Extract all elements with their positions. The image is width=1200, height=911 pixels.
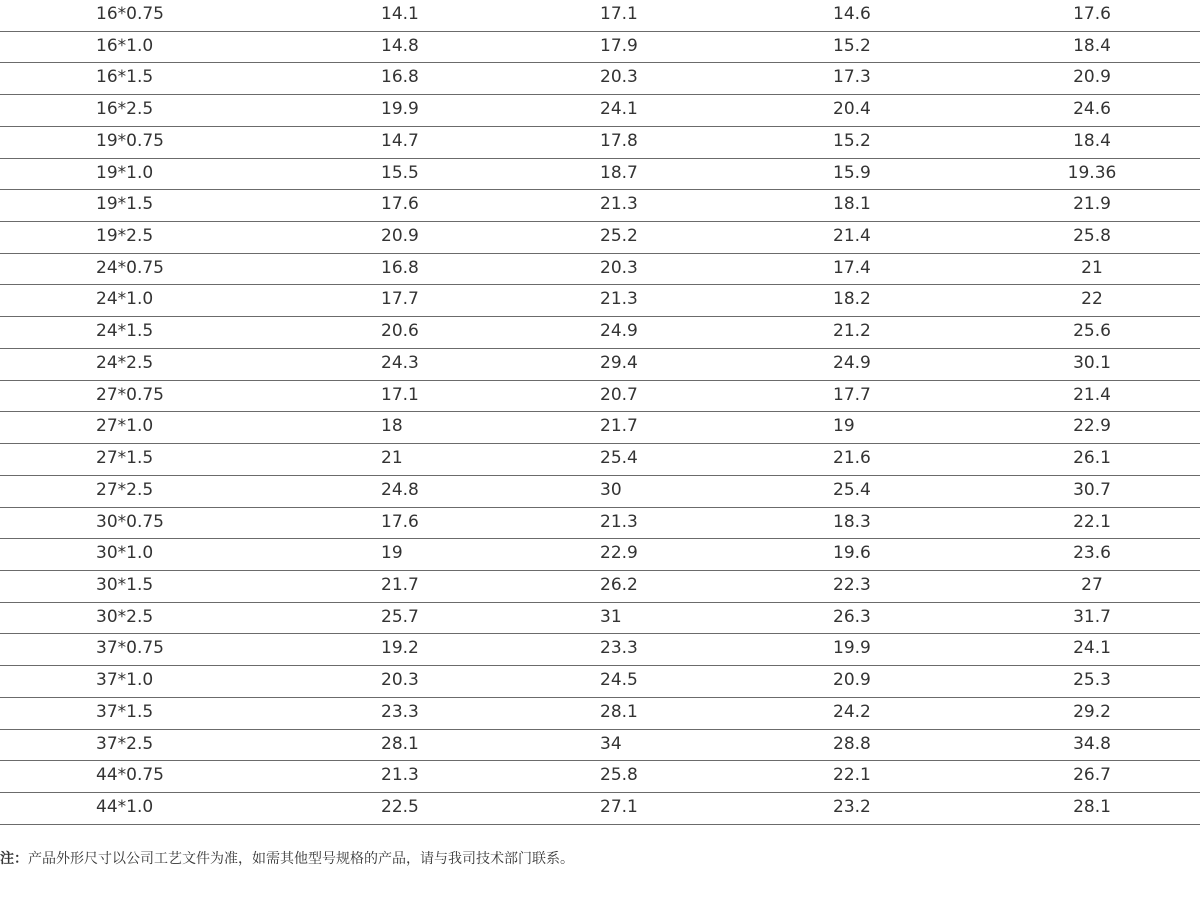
spec-value-cell: 24.8 — [381, 479, 419, 500]
table-row — [0, 32, 1200, 64]
spec-model-cell: 27*2.5 — [96, 479, 154, 500]
table-row — [0, 444, 1200, 476]
table-row — [0, 222, 1200, 254]
spec-model-cell: 30*0.75 — [96, 511, 164, 532]
spec-value-cell: 28.8 — [833, 733, 871, 754]
spec-value-cell: 29.4 — [600, 352, 638, 373]
table-row — [0, 95, 1200, 127]
spec-value-cell: 26.2 — [600, 574, 638, 595]
spec-model-cell: 16*2.5 — [96, 99, 154, 120]
spec-value-cell: 17.1 — [381, 384, 419, 405]
spec-value-cell: 17.8 — [600, 130, 638, 151]
spec-model-cell: 30*1.5 — [96, 574, 154, 595]
spec-value-cell: 24.6 — [1073, 99, 1111, 120]
spec-value-cell: 20.3 — [381, 670, 419, 691]
spec-model-cell: 24*1.0 — [96, 289, 154, 310]
spec-value-cell: 25.4 — [833, 479, 871, 500]
spec-value-cell: 24.1 — [600, 99, 638, 120]
spec-model-cell: 30*2.5 — [96, 606, 154, 627]
spec-value-cell: 18 — [381, 416, 403, 437]
spec-value-cell: 14.1 — [381, 4, 419, 24]
spec-value-cell: 18.1 — [833, 194, 871, 215]
spec-value-cell: 19.36 — [1067, 162, 1117, 183]
spec-value-cell: 24.3 — [381, 352, 419, 373]
spec-value-cell: 20.6 — [381, 321, 419, 342]
spec-value-cell: 16.8 — [381, 257, 419, 278]
spec-value-cell: 17.7 — [381, 289, 419, 310]
spec-value-cell: 22 — [1081, 289, 1103, 310]
spec-value-cell: 18.2 — [833, 289, 871, 310]
table-row — [0, 730, 1200, 762]
spec-value-cell: 22.1 — [1073, 511, 1111, 532]
table-row — [0, 634, 1200, 666]
spec-value-cell: 25.2 — [600, 226, 638, 247]
table-row — [0, 63, 1200, 95]
spec-value-cell: 25.8 — [600, 765, 638, 786]
spec-value-cell: 24.2 — [833, 701, 871, 722]
table-row — [0, 317, 1200, 349]
spec-value-cell: 17.6 — [1073, 4, 1111, 24]
table-row — [0, 159, 1200, 191]
spec-value-cell: 15.5 — [381, 162, 419, 183]
spec-value-cell: 17.7 — [833, 384, 871, 405]
spec-value-cell: 21 — [1081, 257, 1103, 278]
spec-value-cell: 15.2 — [833, 130, 871, 151]
spec-value-cell: 18.4 — [1073, 130, 1111, 151]
spec-value-cell: 20.9 — [833, 670, 871, 691]
spec-value-cell: 18.7 — [600, 162, 638, 183]
spec-value-cell: 25.4 — [600, 448, 638, 469]
spec-value-cell: 28.1 — [600, 701, 638, 722]
table-row — [0, 666, 1200, 698]
spec-value-cell: 20.4 — [833, 99, 871, 120]
spec-value-cell: 24.9 — [833, 352, 871, 373]
spec-value-cell: 19.2 — [381, 638, 419, 659]
spec-value-cell: 27 — [1081, 574, 1103, 595]
spec-value-cell: 17.1 — [600, 4, 638, 24]
spec-value-cell: 17.3 — [833, 67, 871, 88]
spec-value-cell: 25.3 — [1073, 670, 1111, 691]
spec-value-cell: 25.8 — [1073, 226, 1111, 247]
spec-value-cell: 21.3 — [600, 289, 638, 310]
spec-value-cell: 18.4 — [1073, 35, 1111, 56]
spec-value-cell: 25.6 — [1073, 321, 1111, 342]
table-row — [0, 254, 1200, 286]
spec-value-cell: 21.9 — [1073, 194, 1111, 215]
spec-value-cell: 23.3 — [381, 701, 419, 722]
spec-value-cell: 17.4 — [833, 257, 871, 278]
spec-value-cell: 26.1 — [1073, 448, 1111, 469]
spec-model-cell: 27*1.0 — [96, 416, 154, 437]
spec-value-cell: 28.1 — [381, 733, 419, 754]
table-row — [0, 412, 1200, 444]
spec-value-cell: 14.7 — [381, 130, 419, 151]
spec-model-cell: 24*1.5 — [96, 321, 154, 342]
spec-value-cell: 29.2 — [1073, 701, 1111, 722]
spec-value-cell: 25.7 — [381, 606, 419, 627]
spec-value-cell: 21.7 — [381, 574, 419, 595]
spec-value-cell: 27.1 — [600, 797, 638, 817]
spec-value-cell: 21.4 — [1073, 384, 1111, 405]
spec-value-cell: 21.3 — [381, 765, 419, 786]
spec-value-cell: 21.3 — [600, 511, 638, 532]
spec-model-cell: 37*1.5 — [96, 701, 154, 722]
spec-value-cell: 19.6 — [833, 543, 871, 564]
spec-value-cell: 34.8 — [1073, 733, 1111, 754]
spec-value-cell: 20.7 — [600, 384, 638, 405]
table-row — [0, 571, 1200, 603]
spec-value-cell: 24.5 — [600, 670, 638, 691]
spec-value-cell: 17.6 — [381, 511, 419, 532]
spec-model-cell: 37*1.0 — [96, 670, 154, 691]
table-row — [0, 476, 1200, 508]
spec-model-cell: 19*2.5 — [96, 226, 154, 247]
spec-model-cell: 16*0.75 — [96, 4, 164, 24]
spec-value-cell: 22.9 — [1073, 416, 1111, 437]
spec-model-cell: 16*1.0 — [96, 35, 154, 56]
spec-model-cell: 44*1.0 — [96, 797, 154, 817]
spec-value-cell: 19 — [833, 416, 855, 437]
spec-model-cell: 19*0.75 — [96, 130, 164, 151]
spec-value-cell: 19 — [381, 543, 403, 564]
spec-value-cell: 24.9 — [600, 321, 638, 342]
spec-value-cell: 21.7 — [600, 416, 638, 437]
spec-value-cell: 21.2 — [833, 321, 871, 342]
spec-value-cell: 23.6 — [1073, 543, 1111, 564]
footnote-label: 注： — [0, 851, 28, 867]
spec-value-cell: 28.1 — [1073, 797, 1111, 817]
spec-model-cell: 44*0.75 — [96, 765, 164, 786]
spec-value-cell: 21.4 — [833, 226, 871, 247]
table-row — [0, 349, 1200, 381]
spec-value-cell: 14.8 — [381, 35, 419, 56]
spec-value-cell: 16.8 — [381, 67, 419, 88]
spec-value-cell: 22.9 — [600, 543, 638, 564]
spec-model-cell: 27*0.75 — [96, 384, 164, 405]
spec-model-cell: 24*2.5 — [96, 352, 154, 373]
spec-value-cell: 20.3 — [600, 67, 638, 88]
spec-model-cell: 37*2.5 — [96, 733, 154, 754]
spec-value-cell: 19.9 — [381, 99, 419, 120]
table-row — [0, 793, 1200, 825]
spec-value-cell: 26.3 — [833, 606, 871, 627]
spec-value-cell: 30.1 — [1073, 352, 1111, 373]
spec-value-cell: 21.6 — [833, 448, 871, 469]
spec-value-cell: 24.1 — [1073, 638, 1111, 659]
spec-value-cell: 30.7 — [1073, 479, 1111, 500]
spec-value-cell: 22.3 — [833, 574, 871, 595]
spec-value-cell: 19.9 — [833, 638, 871, 659]
spec-model-cell: 37*0.75 — [96, 638, 164, 659]
spec-value-cell: 21 — [381, 448, 403, 469]
spec-model-cell: 24*0.75 — [96, 257, 164, 278]
spec-value-cell: 26.7 — [1073, 765, 1111, 786]
table-row — [0, 127, 1200, 159]
spec-model-cell: 27*1.5 — [96, 448, 154, 469]
spec-value-cell: 34 — [600, 733, 622, 754]
table-row — [0, 603, 1200, 635]
spec-value-cell: 20.9 — [381, 226, 419, 247]
spec-value-cell: 31 — [600, 606, 622, 627]
table-row — [0, 381, 1200, 413]
table-row — [0, 0, 1200, 32]
spec-value-cell: 17.6 — [381, 194, 419, 215]
spec-value-cell: 20.3 — [600, 257, 638, 278]
spec-value-cell: 23.2 — [833, 797, 871, 817]
spec-model-cell: 30*1.0 — [96, 543, 154, 564]
spec-value-cell: 20.9 — [1073, 67, 1111, 88]
table-row — [0, 508, 1200, 540]
footnote-text: 产品外形尺寸以公司工艺文件为准，如需其他型号规格的产品，请与我司技术部门联系。 — [28, 851, 574, 867]
spec-model-cell: 19*1.5 — [96, 194, 154, 215]
spec-value-cell: 22.1 — [833, 765, 871, 786]
spec-value-cell: 30 — [600, 479, 622, 500]
spec-value-cell: 22.5 — [381, 797, 419, 817]
spec-value-cell: 15.9 — [833, 162, 871, 183]
spec-value-cell: 18.3 — [833, 511, 871, 532]
spec-value-cell: 17.9 — [600, 35, 638, 56]
spec-value-cell: 31.7 — [1073, 606, 1111, 627]
spec-model-cell: 16*1.5 — [96, 67, 154, 88]
spec-model-cell: 19*1.0 — [96, 162, 154, 183]
table-row — [0, 190, 1200, 222]
table-row — [0, 698, 1200, 730]
spec-value-cell: 15.2 — [833, 35, 871, 56]
spec-value-cell: 23.3 — [600, 638, 638, 659]
footnote — [0, 848, 574, 870]
table-row — [0, 285, 1200, 317]
table-row — [0, 761, 1200, 793]
spec-value-cell: 14.6 — [833, 4, 871, 24]
table-row — [0, 539, 1200, 571]
spec-value-cell: 21.3 — [600, 194, 638, 215]
